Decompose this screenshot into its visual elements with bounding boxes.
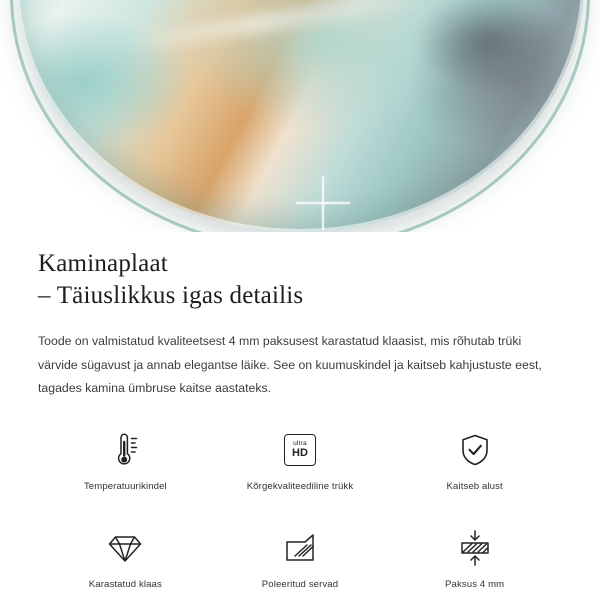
content-area <box>0 248 600 600</box>
feature-label-print-quality: Kõrgekvaliteediline trükk <box>246 480 354 492</box>
ultra-hd-badge-bottom: HD <box>292 447 308 460</box>
marble-glass-disc-image <box>16 0 584 232</box>
feature-label-temperature: Temperatuurikindel <box>83 480 167 492</box>
shield-check-icon <box>459 427 491 473</box>
feature-item-tempered-glass <box>38 525 213 600</box>
thermometer-icon <box>108 427 142 473</box>
ultra-hd-icon <box>284 427 316 473</box>
disc-inner-rim <box>16 0 584 232</box>
headline-line-1: Kaminaplaat <box>38 250 168 277</box>
feature-item-print-quality <box>213 427 388 507</box>
feature-grid <box>38 427 562 600</box>
page-title <box>38 248 562 312</box>
feature-item-polished-edges <box>213 525 388 600</box>
feature-label-polished-edges: Poleeritud servad <box>261 578 339 590</box>
feature-item-protects-base <box>387 427 562 507</box>
ultra-hd-badge-top: ultra <box>293 439 307 447</box>
diamond-icon <box>106 525 144 571</box>
feature-label-tempered-glass: Karastatud klaas <box>88 578 162 590</box>
feature-item-thickness <box>387 525 562 600</box>
feature-label-protects-base: Kaitseb alust <box>446 480 503 492</box>
thickness-arrows-icon <box>456 525 494 571</box>
headline-line-2: – Täiuslikkus igas detailis <box>38 282 304 309</box>
polished-edges-icon <box>283 525 317 571</box>
feature-label-thickness: Paksus 4 mm <box>445 578 505 590</box>
feature-item-temperature <box>38 427 213 507</box>
product-description-text: Toode on valmistatud kvaliteetsest 4 mm paksusest karastatud klaasist, mis rõhutab trüki värvide sügavust ja annab elegantse läike. See on kuumuskindel ja kaitseb kahjustuste eest, tagades kamina ümbruse kaitse aastateks. <box>38 334 542 396</box>
hero-image-area <box>0 0 600 232</box>
